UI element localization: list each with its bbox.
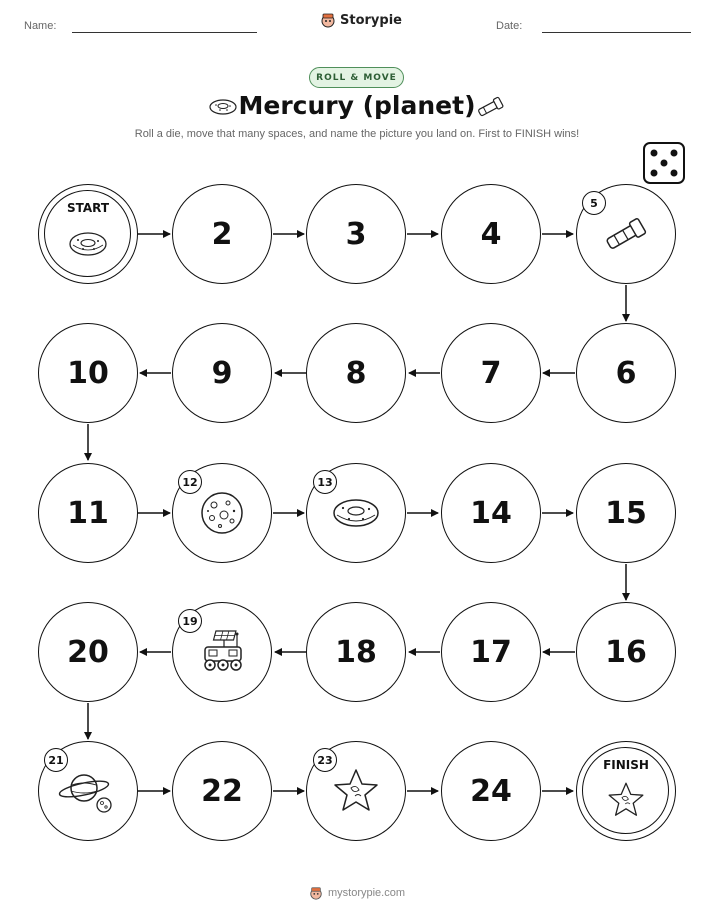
space-number: 6 [615,355,637,391]
space-20[interactable] [38,602,138,702]
start-label: START [66,201,110,215]
finish-label: FINISH [603,758,649,772]
space-8[interactable] [306,323,406,423]
space-number: 14 [470,495,512,531]
star-icon [606,780,646,820]
brand-name: Storypie [340,12,402,28]
space-11[interactable] [38,463,138,563]
space-22[interactable] [172,741,272,841]
space-15[interactable] [576,463,676,563]
page-title: Mercury (planet) [238,91,476,120]
space-number: 24 [470,773,512,809]
space-number: 3 [345,216,367,252]
space-16[interactable] [576,602,676,702]
space-number: 22 [201,773,243,809]
space-badge-12: 12 [178,470,202,494]
footer [0,886,714,900]
rover-icon [195,627,249,677]
roll-move-badge: ROLL & MOVE [309,67,404,88]
space-24[interactable] [441,741,541,841]
space-18[interactable] [306,602,406,702]
star-icon [331,766,381,816]
storypie-mascot-icon [309,886,323,900]
space-2[interactable] [172,184,272,284]
space-number: 4 [480,216,502,252]
space-number: 16 [605,634,647,670]
space-3[interactable] [306,184,406,284]
space-number: 15 [605,495,647,531]
moon-icon [198,489,246,537]
space-number: 10 [67,355,109,391]
space-7[interactable] [441,323,541,423]
instructions-text: Roll a die, move that many spaces, and name the picture you land on. First to FINISH wins! [134,128,580,140]
space-number: 9 [211,355,233,391]
space-number: 11 [67,495,109,531]
date-label: Date: [496,20,523,32]
space-9[interactable] [172,323,272,423]
space-badge-21: 21 [44,748,68,772]
space-badge-13: 13 [313,470,337,494]
donut-icon [67,229,109,259]
donut-icon [330,495,382,531]
space-number: 17 [470,634,512,670]
footer-url[interactable]: mystorypie.com [327,887,406,899]
name-label: Name: [24,20,57,32]
space-badge-19: 19 [178,609,202,633]
space-number: 7 [480,355,502,391]
planet-icon [57,767,119,815]
space-number: 8 [345,355,367,391]
space-number: 20 [67,634,109,670]
space-badge-23: 23 [313,748,337,772]
space-14[interactable] [441,463,541,563]
space-17[interactable] [441,602,541,702]
space-4[interactable] [441,184,541,284]
space-10[interactable] [38,323,138,423]
telescope-icon [600,214,652,254]
space-number: 2 [211,216,233,252]
space-6[interactable] [576,323,676,423]
space-badge-5: 5 [582,191,606,215]
finish-space[interactable] [576,741,676,841]
space-number: 18 [335,634,377,670]
start-space[interactable] [38,184,138,284]
